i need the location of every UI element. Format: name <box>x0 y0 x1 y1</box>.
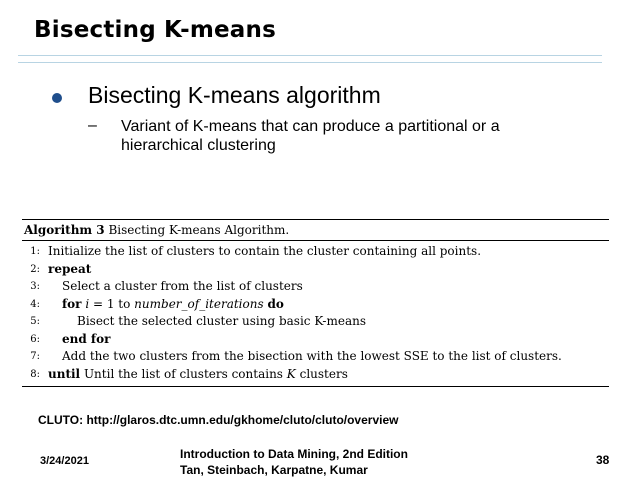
sub-bullet-text: Variant of K-means that can produce a partitional or a hierarchical clustering <box>121 118 500 154</box>
algorithm-step <box>22 313 609 331</box>
step-text: Select a cluster from the list of clusters <box>62 279 303 293</box>
bullet-text: Bisecting K-means algorithm <box>88 82 381 108</box>
step-number: 8: <box>30 368 40 380</box>
step-number: 1: <box>30 246 40 257</box>
algorithm-name: Bisecting K-means Algorithm. <box>108 223 290 237</box>
page-number: 38 <box>596 453 610 467</box>
step-keyword: repeat <box>48 261 92 276</box>
algorithm-step <box>22 331 609 349</box>
step-text: Bisect the selected cluster using basic K-means <box>77 314 366 328</box>
sub-bullet-dash: – <box>88 117 97 134</box>
step-text: Add the two clusters from the bisection with the lowest SSE to the list of clusters. <box>62 349 562 363</box>
step-number: 7: <box>30 351 40 362</box>
step-text: = 1 to <box>89 296 135 311</box>
algorithm-step <box>22 296 609 314</box>
algorithm-step <box>22 366 609 384</box>
footer-citation <box>180 446 408 478</box>
step-variable: i <box>85 296 90 311</box>
algorithm-step <box>22 278 609 296</box>
step-variable: K <box>286 366 296 381</box>
step-number: 5: <box>30 316 40 327</box>
bullet-dot-icon <box>52 93 62 103</box>
footer-date: 3/24/2021 <box>40 455 89 467</box>
algorithm-header <box>22 220 609 241</box>
step-keyword: until <box>48 366 81 381</box>
step-number: 4: <box>30 298 40 310</box>
algorithm-box <box>22 219 609 387</box>
step-number: 6: <box>30 333 40 345</box>
algorithm-label: Algorithm 3 <box>24 223 105 237</box>
footer-book-title: Introduction to Data Mining, 2nd Edition <box>180 447 408 461</box>
step-keyword: for <box>62 296 82 311</box>
step-keyword: end for <box>62 331 111 346</box>
algorithm-step <box>22 348 609 366</box>
algorithm-step <box>22 243 609 261</box>
step-text: Initialize the list of clusters to contain the cluster containing all points. <box>48 244 482 258</box>
step-text: Until the list of clusters contains <box>83 366 283 381</box>
step-keyword: do <box>267 296 284 311</box>
footer-authors: Tan, Steinbach, Karpatne, Kumar <box>180 463 368 477</box>
title-divider-top <box>18 55 602 56</box>
step-number: 2: <box>30 263 40 275</box>
algorithm-step <box>22 261 609 279</box>
step-text: clusters <box>299 366 348 381</box>
step-variable: number_of_iterations <box>134 296 264 311</box>
title-divider-bottom <box>18 62 602 63</box>
algorithm-steps <box>22 241 609 387</box>
step-number: 3: <box>30 281 40 292</box>
slide-title: Bisecting K-means <box>34 17 276 43</box>
cluto-link: CLUTO: http://glaros.dtc.umn.edu/gkhome/cluto/cluto/overview <box>38 413 399 427</box>
